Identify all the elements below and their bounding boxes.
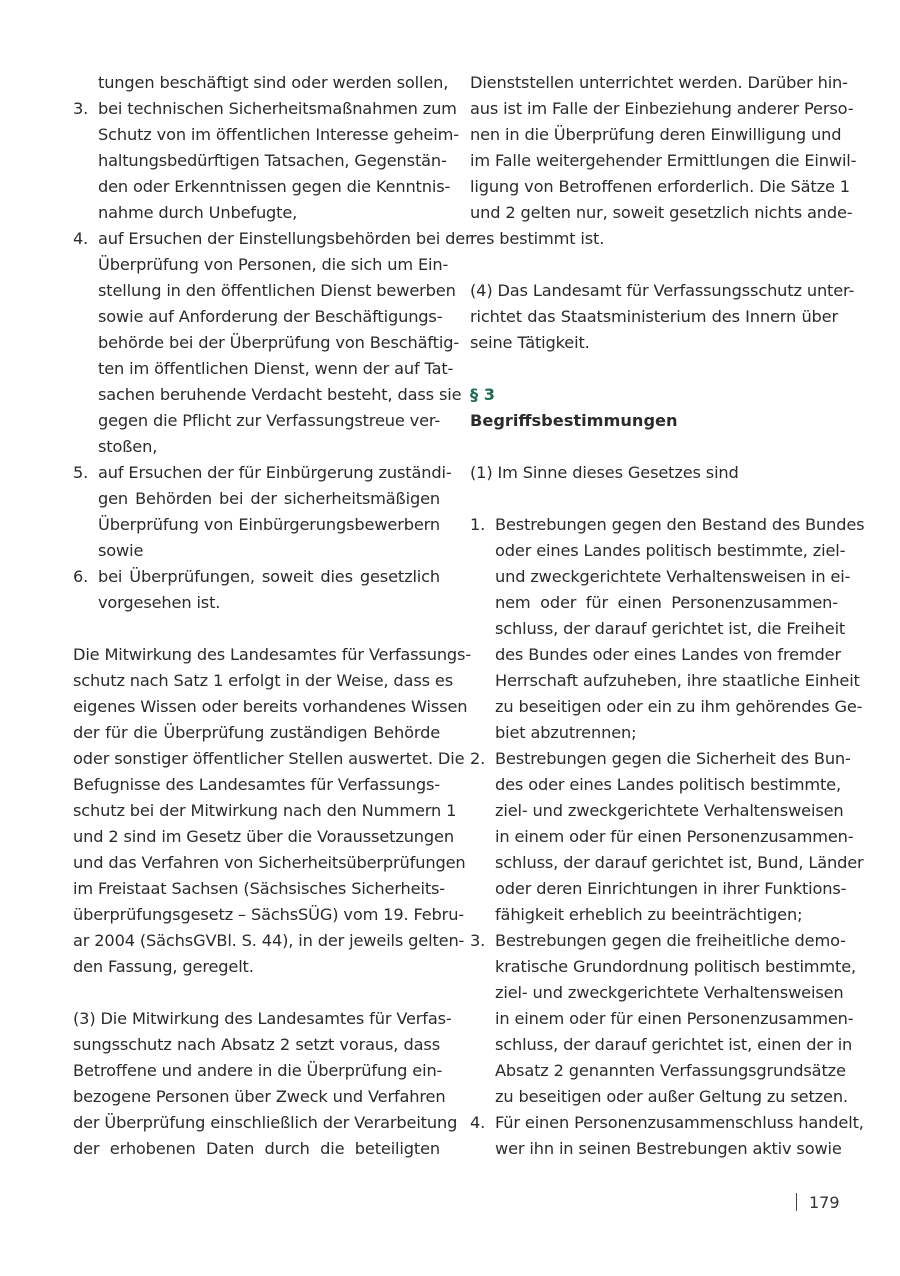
list-item-line: Überprüfung von Personen, die sich um Ein- [98,255,449,274]
list-item-line: sowie [98,541,144,560]
list-item-number: 1. [470,515,486,534]
text-line: den Fassung, geregelt. [73,957,254,976]
list-item-number: 3. [470,931,486,950]
text-line: Betroffene und andere in die Überprüfung ein- [73,1061,443,1080]
list-item-line: nahme durch Unbefugte, [98,203,298,222]
text-line: (3) Die Mitwirkung des Landesamtes für Verfas- [73,1009,452,1028]
list-item-line: behörde bei der Überprüfung von Beschäftig- [98,333,460,352]
text-line: eigenes Wissen oder bereits vorhandenes Wissen [73,697,468,716]
text-line: schutz nach Satz 1 erfolgt in der Weise, dass es [73,671,453,690]
list-item-line: und zweckgerichtete Verhaltensweisen in ei- [495,567,851,586]
paragraph-gap [470,252,838,278]
list-item-number: 2. [470,749,486,768]
list-item-number: 4. [470,1113,486,1132]
paragraph [73,1006,458,1162]
list-item-line: vorgesehen ist. [98,593,221,612]
list-item-line: den oder Erkenntnissen gegen die Kenntnis- [98,177,451,196]
list-item-line: in einem oder für einen Personenzusammen- [495,1009,854,1028]
list-item-line: ziel- und zweckgerichtete Verhaltensweisen [495,801,844,820]
section-number: § 3 [470,385,495,404]
paragraph-gap [470,434,838,460]
text-line: Die Mitwirkung des Landesamtes für Verfassungs- [73,645,472,664]
list-item-line: oder deren Einrichtungen in ihrer Funktions- [495,879,847,898]
list-item-number: 6. [73,567,89,586]
list-item-line: des oder eines Landes politisch bestimmte, [495,775,841,794]
text-line: res bestimmt ist. [470,229,605,248]
text-line: Dienststellen unterrichtet werden. Darüber hin- [470,73,848,92]
list-item-line: sowie auf Anforderung der Beschäftigungs- [98,307,443,326]
right-column [470,70,865,1162]
intro-line: (1) Im Sinne dieses Gesetzes sind [470,463,739,482]
list-item-line: schluss, der darauf gerichtet ist, die Freiheit [495,619,846,638]
list-item [470,1110,864,1162]
list-item-line: auf Ersuchen der für Einbürgerung zuständi- [98,463,452,482]
text-line: aus ist im Falle der Einbeziehung anderer Perso- [470,99,854,118]
paragraph [470,278,855,356]
list-item-line: in einem oder für einen Personenzusammen- [495,827,854,846]
section-title: Begriffsbestimmungen [470,411,678,430]
list-item-line: kratische Grundordnung politisch bestimmte, [495,957,857,976]
text-line: bezogene Personen über Zweck und Verfahren [73,1087,446,1106]
list-item-line: sachen beruhende Verdacht besteht, dass sie [98,385,462,404]
list-item-line: Bestrebungen gegen die freiheitliche demo- [495,931,846,950]
list-item-line: schluss, der darauf gerichtet ist, einen der in [495,1035,853,1054]
list-item-line: wer ihn in seinen Bestrebungen aktiv sowie [495,1139,842,1158]
list-item-line: bei technischen Sicherheitsmaßnahmen zum [98,99,457,118]
list-item-line: stoßen, [98,437,158,456]
list-item-line: oder eines Landes politisch bestimmte, ziel- [495,541,846,560]
left-column [73,70,472,1162]
text-line: ar 2004 (SächsGVBl. S. 44), in der jeweils gelten- [73,931,465,950]
text-line: der Überprüfung einschließlich der Verarbeitung [73,1113,458,1132]
list-item-line: zu beseitigen oder ein zu ihm gehörendes Ge- [495,697,863,716]
text-line: sungsschutz nach Absatz 2 setzt voraus, dass [73,1035,440,1054]
list-item [470,746,864,928]
list-item-line: Absatz 2 genannten Verfassungsgrundsätze [495,1061,846,1080]
list-item [73,564,440,616]
list-item-line: biet abzutrennen; [495,723,637,742]
text-line: seine Tätigkeit. [470,333,590,352]
paragraph-gap [73,980,440,1006]
list-item [470,928,857,1110]
text-line: der erhobenen Daten durch die beteiligten [73,1139,440,1158]
list-item-line: Bestrebungen gegen den Bestand des Bundes [495,515,865,534]
text-line: nen in die Überprüfung deren Einwilligung und [470,125,842,144]
continued-line: tungen beschäftigt sind oder werden sollen, [98,73,449,92]
text-line: schutz bei der Mitwirkung nach den Nummern 1 [73,801,457,820]
list-item-line: Für einen Personenzusammenschluss handelt, [495,1113,864,1132]
paragraph [470,70,857,252]
paragraph [73,642,472,980]
list-item-line: ten im öffentlichen Dienst, wenn der auf Tat- [98,359,454,378]
text-line: und 2 gelten nur, soweit gesetzlich nichts ande- [470,203,853,222]
list-item-line: stellung in den öffentlichen Dienst bewerben [98,281,456,300]
text-line: (4) Das Landesamt für Verfassungsschutz unter- [470,281,855,300]
text-line: im Freistaat Sachsen (Sächsisches Sicherheits- [73,879,445,898]
list-item [470,512,865,746]
list-item-line: nem oder für einen Personenzusammen- [495,593,838,612]
text-line: oder sonstiger öffentlicher Stellen auswertet. Die [73,749,465,768]
list-item-line: gegen die Pflicht zur Verfassungstreue ver- [98,411,441,430]
page-number-divider [796,1193,797,1211]
list-item-line: des Bundes oder eines Landes von fremder [495,645,841,664]
text-line: der für die Überprüfung zuständigen Behörde [73,723,440,742]
page-number [796,1193,840,1212]
list-item [73,226,472,460]
list-item-line: zu beseitigen oder außer Geltung zu setzen. [495,1087,848,1106]
list-item-line: Schutz von im öffentlichen Interesse geheim- [98,125,459,144]
text-line: ligung von Betroffenen erforderlich. Die Sätze 1 [470,177,850,196]
list-item [73,96,459,226]
text-line: und das Verfahren von Sicherheitsüberprüfungen [73,853,466,872]
text-line: im Falle weitergehender Ermittlungen die Einwil- [470,151,857,170]
list-item-line: Überprüfung von Einbürgerungsbewerbern [98,515,440,534]
page-number-text: 179 [809,1193,840,1212]
list-item-line: auf Ersuchen der Einstellungsbehörden bei der [98,229,472,248]
list-item-line: fähigkeit erheblich zu beeinträchtigen; [495,905,803,924]
list-item [73,460,452,564]
paragraph-gap [73,616,440,642]
list-item-number: 4. [73,229,89,248]
list-item-number: 5. [73,463,89,482]
text-line: richtet das Staatsministerium des Innern über [470,307,838,326]
paragraph-gap [470,356,838,382]
list-item-line: bei Überprüfungen, soweit dies gesetzlich [98,567,440,586]
paragraph-gap [470,486,838,512]
list-item-line: ziel- und zweckgerichtete Verhaltensweisen [495,983,844,1002]
list-item-line: Bestrebungen gegen die Sicherheit des Bun- [495,749,851,768]
list-item-line: haltungsbedürftigen Tatsachen, Gegenstän- [98,151,447,170]
list-item-number: 3. [73,99,89,118]
list-item-line: Herrschaft aufzuheben, ihre staatliche Einheit [495,671,860,690]
text-line: Befugnisse des Landesamtes für Verfassungs- [73,775,440,794]
list-item-line: schluss, der darauf gerichtet ist, Bund, Länder [495,853,864,872]
list-item-line: gen Behörden bei der sicherheitsmäßigen [98,489,440,508]
text-line: überprüfungsgesetz – SächsSÜG) vom 19. Febru- [73,905,464,924]
text-line: und 2 sind im Gesetz über die Voraussetzungen [73,827,454,846]
